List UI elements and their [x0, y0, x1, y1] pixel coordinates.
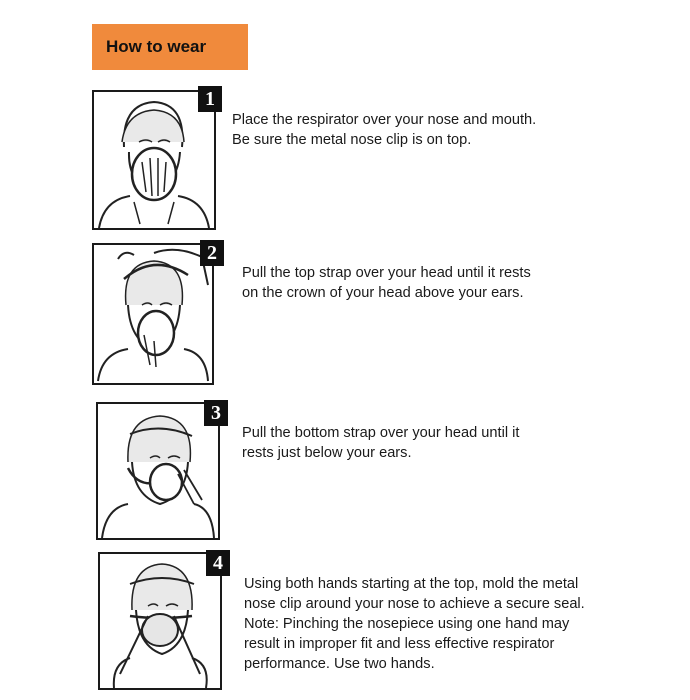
person-placing-respirator-icon — [94, 92, 214, 228]
step-4-illustration — [98, 552, 222, 690]
section-title: How to wear — [92, 24, 248, 70]
step-3-line-2: rests just below your ears. — [242, 445, 412, 461]
step-4-line-3: Note: Pinching the nosepiece using one hand may — [244, 616, 570, 632]
step-2-line-1: Pull the top strap over your head until it rests — [242, 265, 531, 281]
person-molding-nose-clip-icon — [100, 554, 220, 688]
step-1-instructions — [232, 110, 536, 150]
step-3-illustration — [96, 402, 220, 540]
step-4-line-1: Using both hands starting at the top, mold the metal — [244, 576, 579, 592]
step-4-number: 4 — [206, 550, 230, 576]
step-1-line-1: Place the respirator over your nose and mouth. — [232, 112, 537, 128]
step-3-number: 3 — [204, 400, 228, 426]
step-2-number: 2 — [200, 240, 224, 266]
person-pulling-bottom-strap-icon — [98, 404, 218, 538]
person-pulling-top-strap-icon — [94, 245, 212, 383]
step-2-illustration — [92, 243, 214, 385]
step-1-number: 1 — [198, 86, 222, 112]
step-4-line-5: performance. Use two hands. — [244, 656, 435, 672]
step-3-instructions — [242, 423, 519, 463]
step-4-line-4: result in improper fit and less effective respirator — [244, 636, 555, 652]
step-4-line-2: nose clip around your nose to achieve a secure seal. — [244, 596, 585, 612]
step-1-line-2: Be sure the metal nose clip is on top. — [232, 132, 472, 148]
step-2-line-2: on the crown of your head above your ears. — [242, 285, 524, 301]
step-4-instructions — [244, 574, 585, 674]
step-2-instructions — [242, 263, 531, 303]
step-3-line-1: Pull the bottom strap over your head until it — [242, 425, 520, 441]
